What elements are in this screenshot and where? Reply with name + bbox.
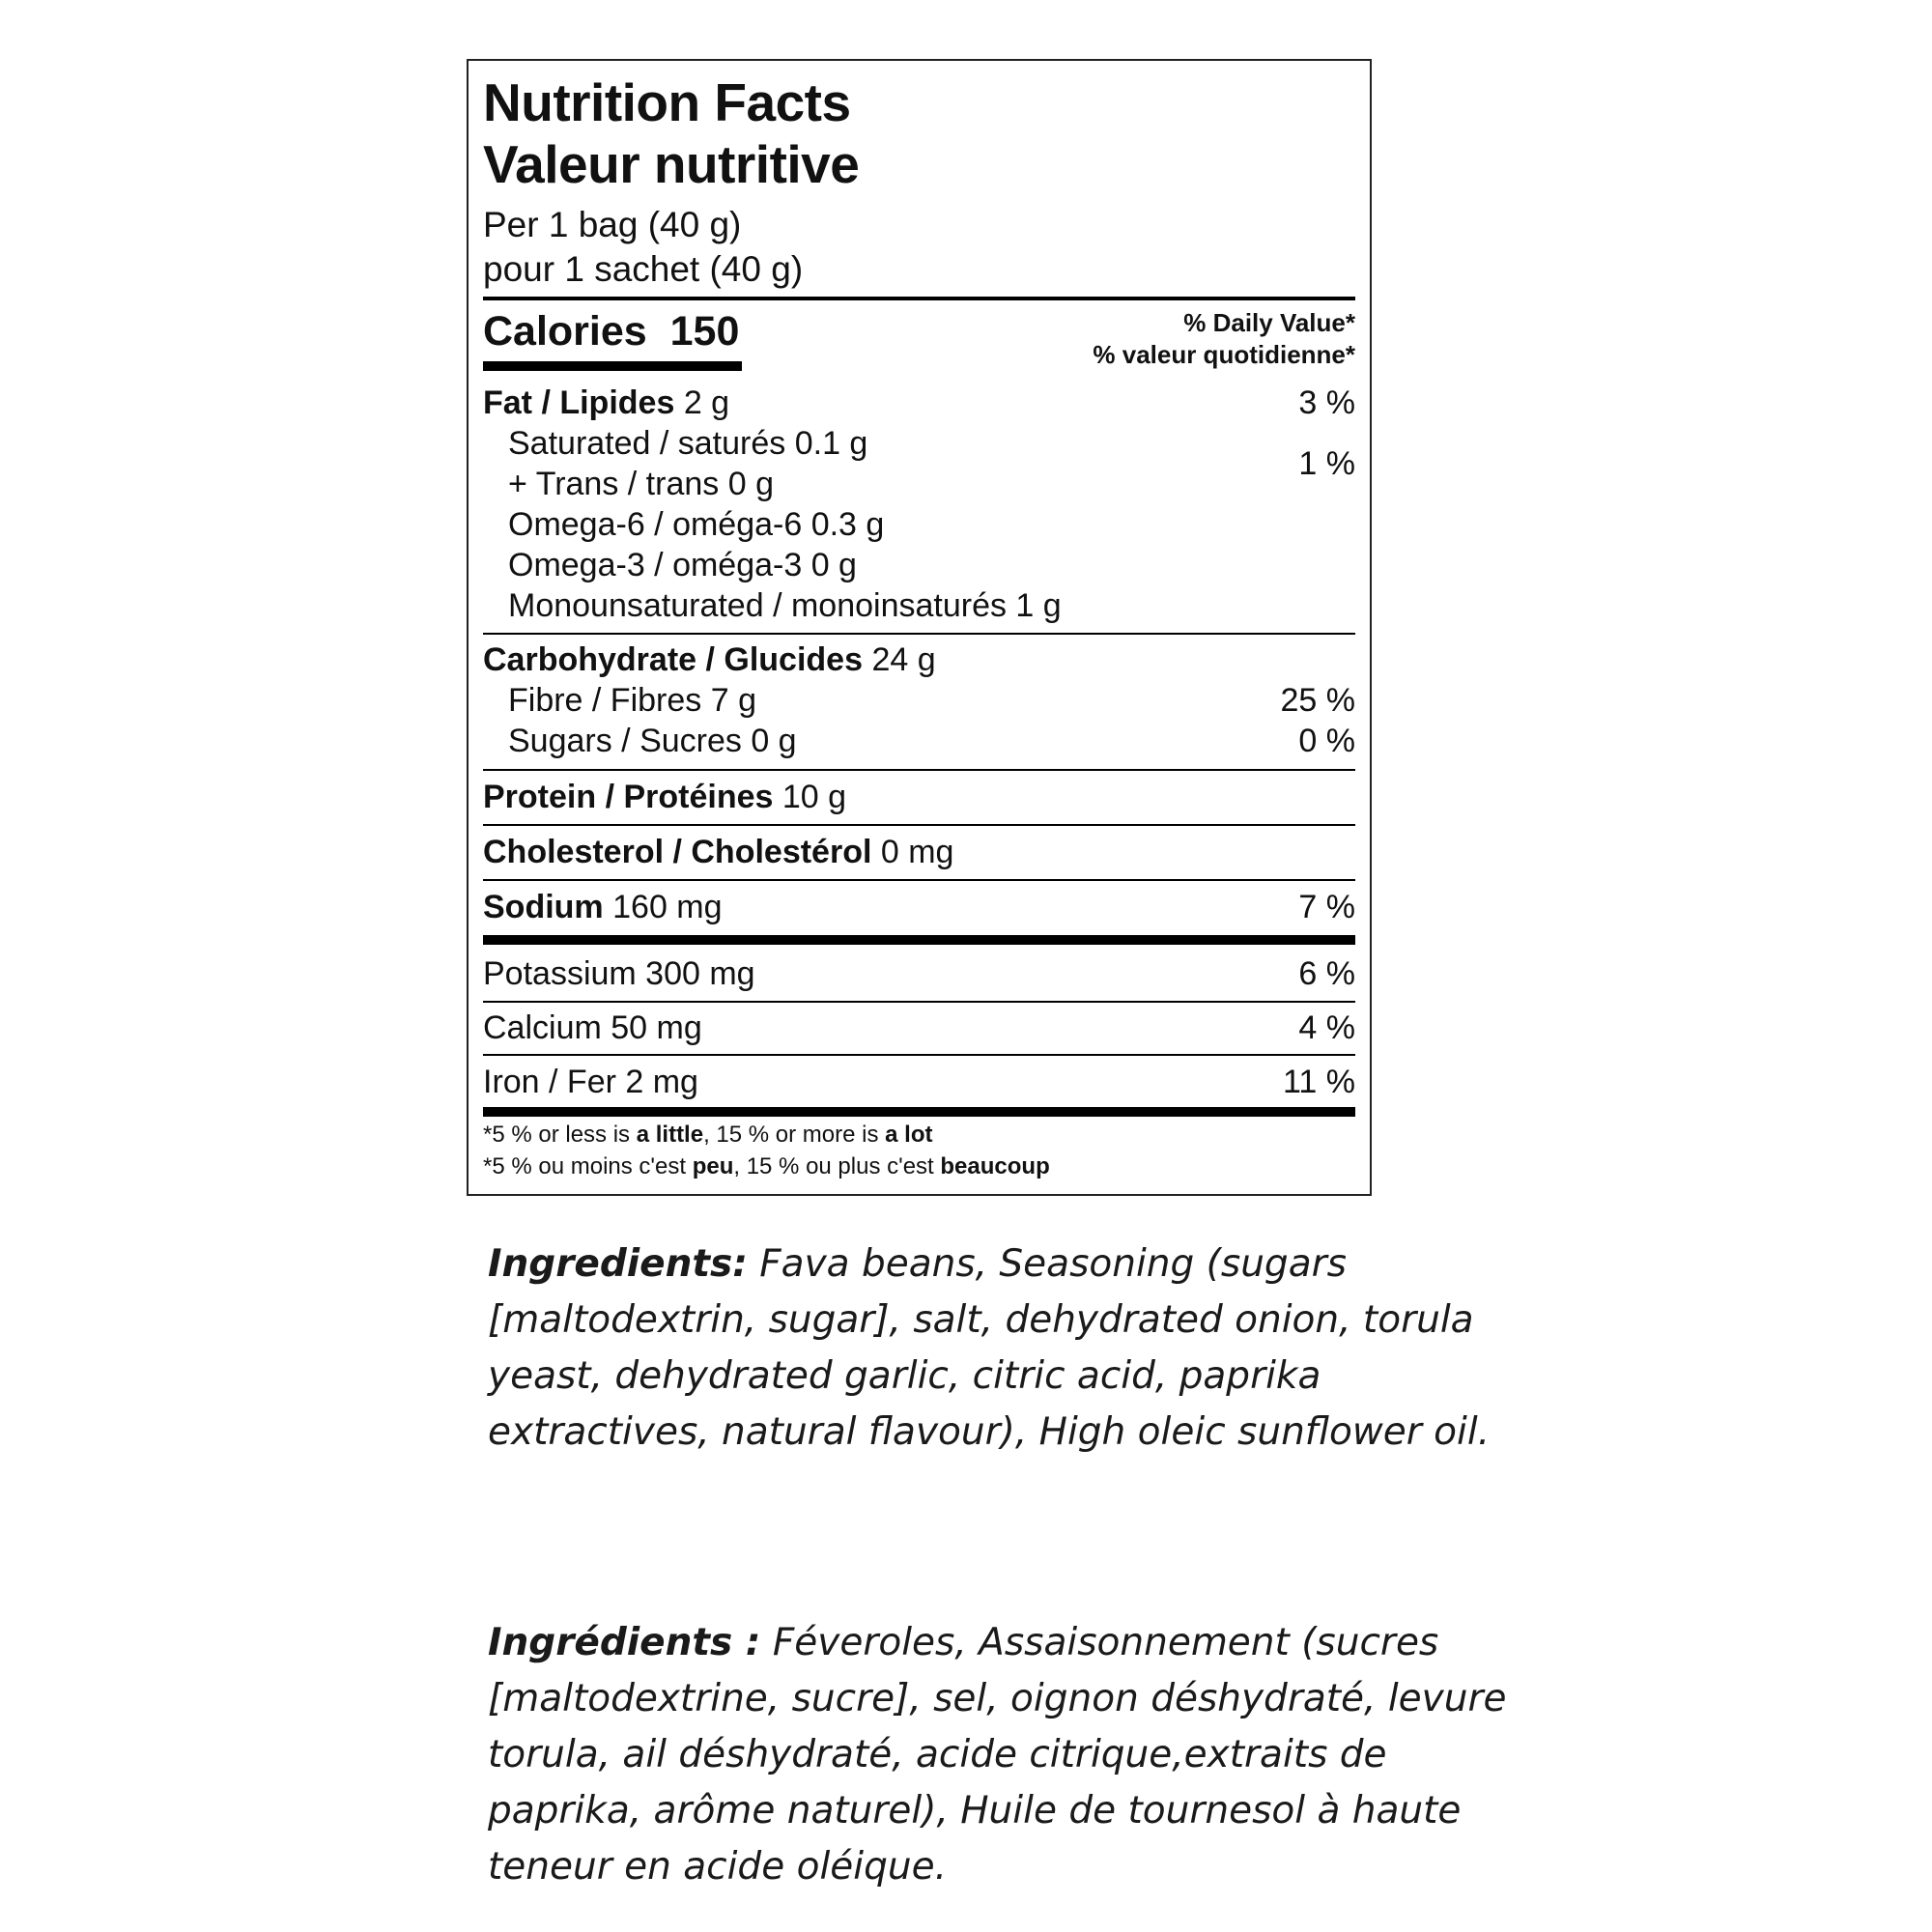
potassium-percent: 6 % — [1298, 955, 1355, 992]
footnote-en-bold: a lot — [885, 1122, 933, 1148]
footnote-fr-part: *5 % ou moins c'est — [483, 1153, 693, 1179]
footnote-fr-bold: beaucoup — [940, 1153, 1050, 1179]
fibre-row — [483, 681, 1355, 720]
daily-value-header-en: % Daily Value* — [1183, 308, 1355, 337]
ingredients-fr-label: Ingrédients : — [488, 1621, 761, 1664]
footnote-en — [483, 1120, 932, 1151]
divider — [483, 769, 1355, 771]
trans-label: + Trans / trans 0 g — [508, 466, 774, 502]
sodium-row — [483, 888, 1355, 926]
ingredients-en — [488, 1236, 1512, 1461]
iron-percent: 11 % — [1283, 1064, 1355, 1100]
divider — [483, 1001, 1355, 1003]
calcium-label: Calcium 50 mg — [483, 1009, 702, 1046]
calories-underline — [483, 361, 742, 371]
fibre-percent: 25 % — [1280, 682, 1355, 719]
divider — [483, 879, 1355, 881]
calories-value: 150 — [669, 308, 740, 355]
ingredients-fr-text: Féveroles, Assaisonnement (sucres [maltodextrine, sucre], sel, oignon déshydraté, levure torula, ail déshydraté, acide citrique,extraits de paprika, arôme naturel), Huile de tournesol à haute teneur en acide oléique. — [488, 1621, 1507, 1889]
protein-row — [483, 778, 1355, 816]
protein-amount: 10 g — [781, 779, 847, 815]
serving-size-fr: pour 1 sachet (40 g) — [483, 249, 804, 289]
fat-percent: 3 % — [1298, 384, 1355, 421]
serving-size-en: Per 1 bag (40 g) — [483, 205, 742, 244]
divider — [483, 633, 1355, 635]
footnote-fr-part: , 15 % ou plus c'est — [733, 1153, 941, 1179]
calcium-percent: 4 % — [1298, 1009, 1355, 1046]
title-en: Nutrition Facts — [483, 72, 851, 132]
calories-label: Calories — [483, 308, 647, 355]
omega3-label: Omega-3 / oméga-3 0 g — [508, 547, 857, 583]
mono-label: Monounsaturated / monoinsaturés 1 g — [508, 587, 1062, 624]
thick-divider — [483, 1107, 1355, 1117]
sodium-percent: 7 % — [1298, 889, 1355, 925]
iron-row — [483, 1063, 1355, 1101]
saturated-row — [483, 424, 1355, 463]
protein-label: Protein / Protéines — [483, 779, 774, 815]
iron-label: Iron / Fer 2 mg — [483, 1064, 698, 1100]
footnote-en-bold: a little — [636, 1122, 704, 1148]
cholesterol-row — [483, 833, 1355, 871]
carb-label: Carbohydrate / Glucides — [483, 641, 863, 678]
sugars-label: Sugars / Sucres 0 g — [508, 723, 797, 759]
fat-row — [483, 384, 1355, 422]
calcium-row — [483, 1009, 1355, 1047]
thick-divider — [483, 935, 1355, 945]
carb-amount: 24 g — [871, 641, 936, 678]
divider — [483, 1054, 1355, 1056]
omega6-row — [483, 505, 1355, 544]
divider — [483, 297, 1355, 300]
footnote-en-part: *5 % or less is — [483, 1122, 637, 1148]
mono-row — [483, 586, 1355, 625]
fibre-label: Fibre / Fibres 7 g — [508, 682, 756, 719]
sodium-amount: 160 mg — [612, 889, 723, 925]
nutrition-facts-table — [467, 59, 1372, 1196]
ingredients-en-text: Fava beans, Seasoning (sugars [maltodextrin, sugar], salt, dehydrated onion, torula yeast, dehydrated garlic, citric acid, paprika extractives, natural flavour), High oleic sunflower oil. — [488, 1242, 1491, 1454]
divider — [483, 824, 1355, 826]
title-fr: Valeur nutritive — [483, 134, 860, 194]
omega6-label: Omega-6 / oméga-6 0.3 g — [508, 506, 885, 543]
ingredients-fr — [488, 1615, 1512, 1895]
footnote-fr — [483, 1151, 1050, 1182]
ingredients-en-label: Ingredients: — [488, 1242, 748, 1286]
potassium-label: Potassium 300 mg — [483, 955, 755, 992]
calories — [483, 308, 739, 355]
sodium-label: Sodium — [483, 889, 604, 925]
footnote-fr-bold: peu — [692, 1153, 734, 1179]
daily-value-header — [1093, 307, 1355, 371]
carb-row — [483, 640, 1355, 679]
potassium-row — [483, 954, 1355, 993]
sat-trans-percent: 1 % — [1298, 445, 1355, 482]
sugars-percent: 0 % — [1298, 723, 1355, 759]
saturated-label: Saturated / saturés 0.1 g — [508, 425, 868, 462]
fat-amount: 2 g — [683, 384, 730, 421]
daily-value-header-fr: % valeur quotidienne* — [1093, 340, 1355, 369]
cholesterol-amount: 0 mg — [880, 834, 954, 870]
fat-label: Fat / Lipides — [483, 384, 675, 421]
trans-row — [483, 465, 1355, 503]
cholesterol-label: Cholesterol / Cholestérol — [483, 834, 872, 870]
footnote-en-part: , 15 % or more is — [703, 1122, 886, 1148]
omega3-row — [483, 546, 1355, 584]
sugars-row — [483, 722, 1355, 760]
